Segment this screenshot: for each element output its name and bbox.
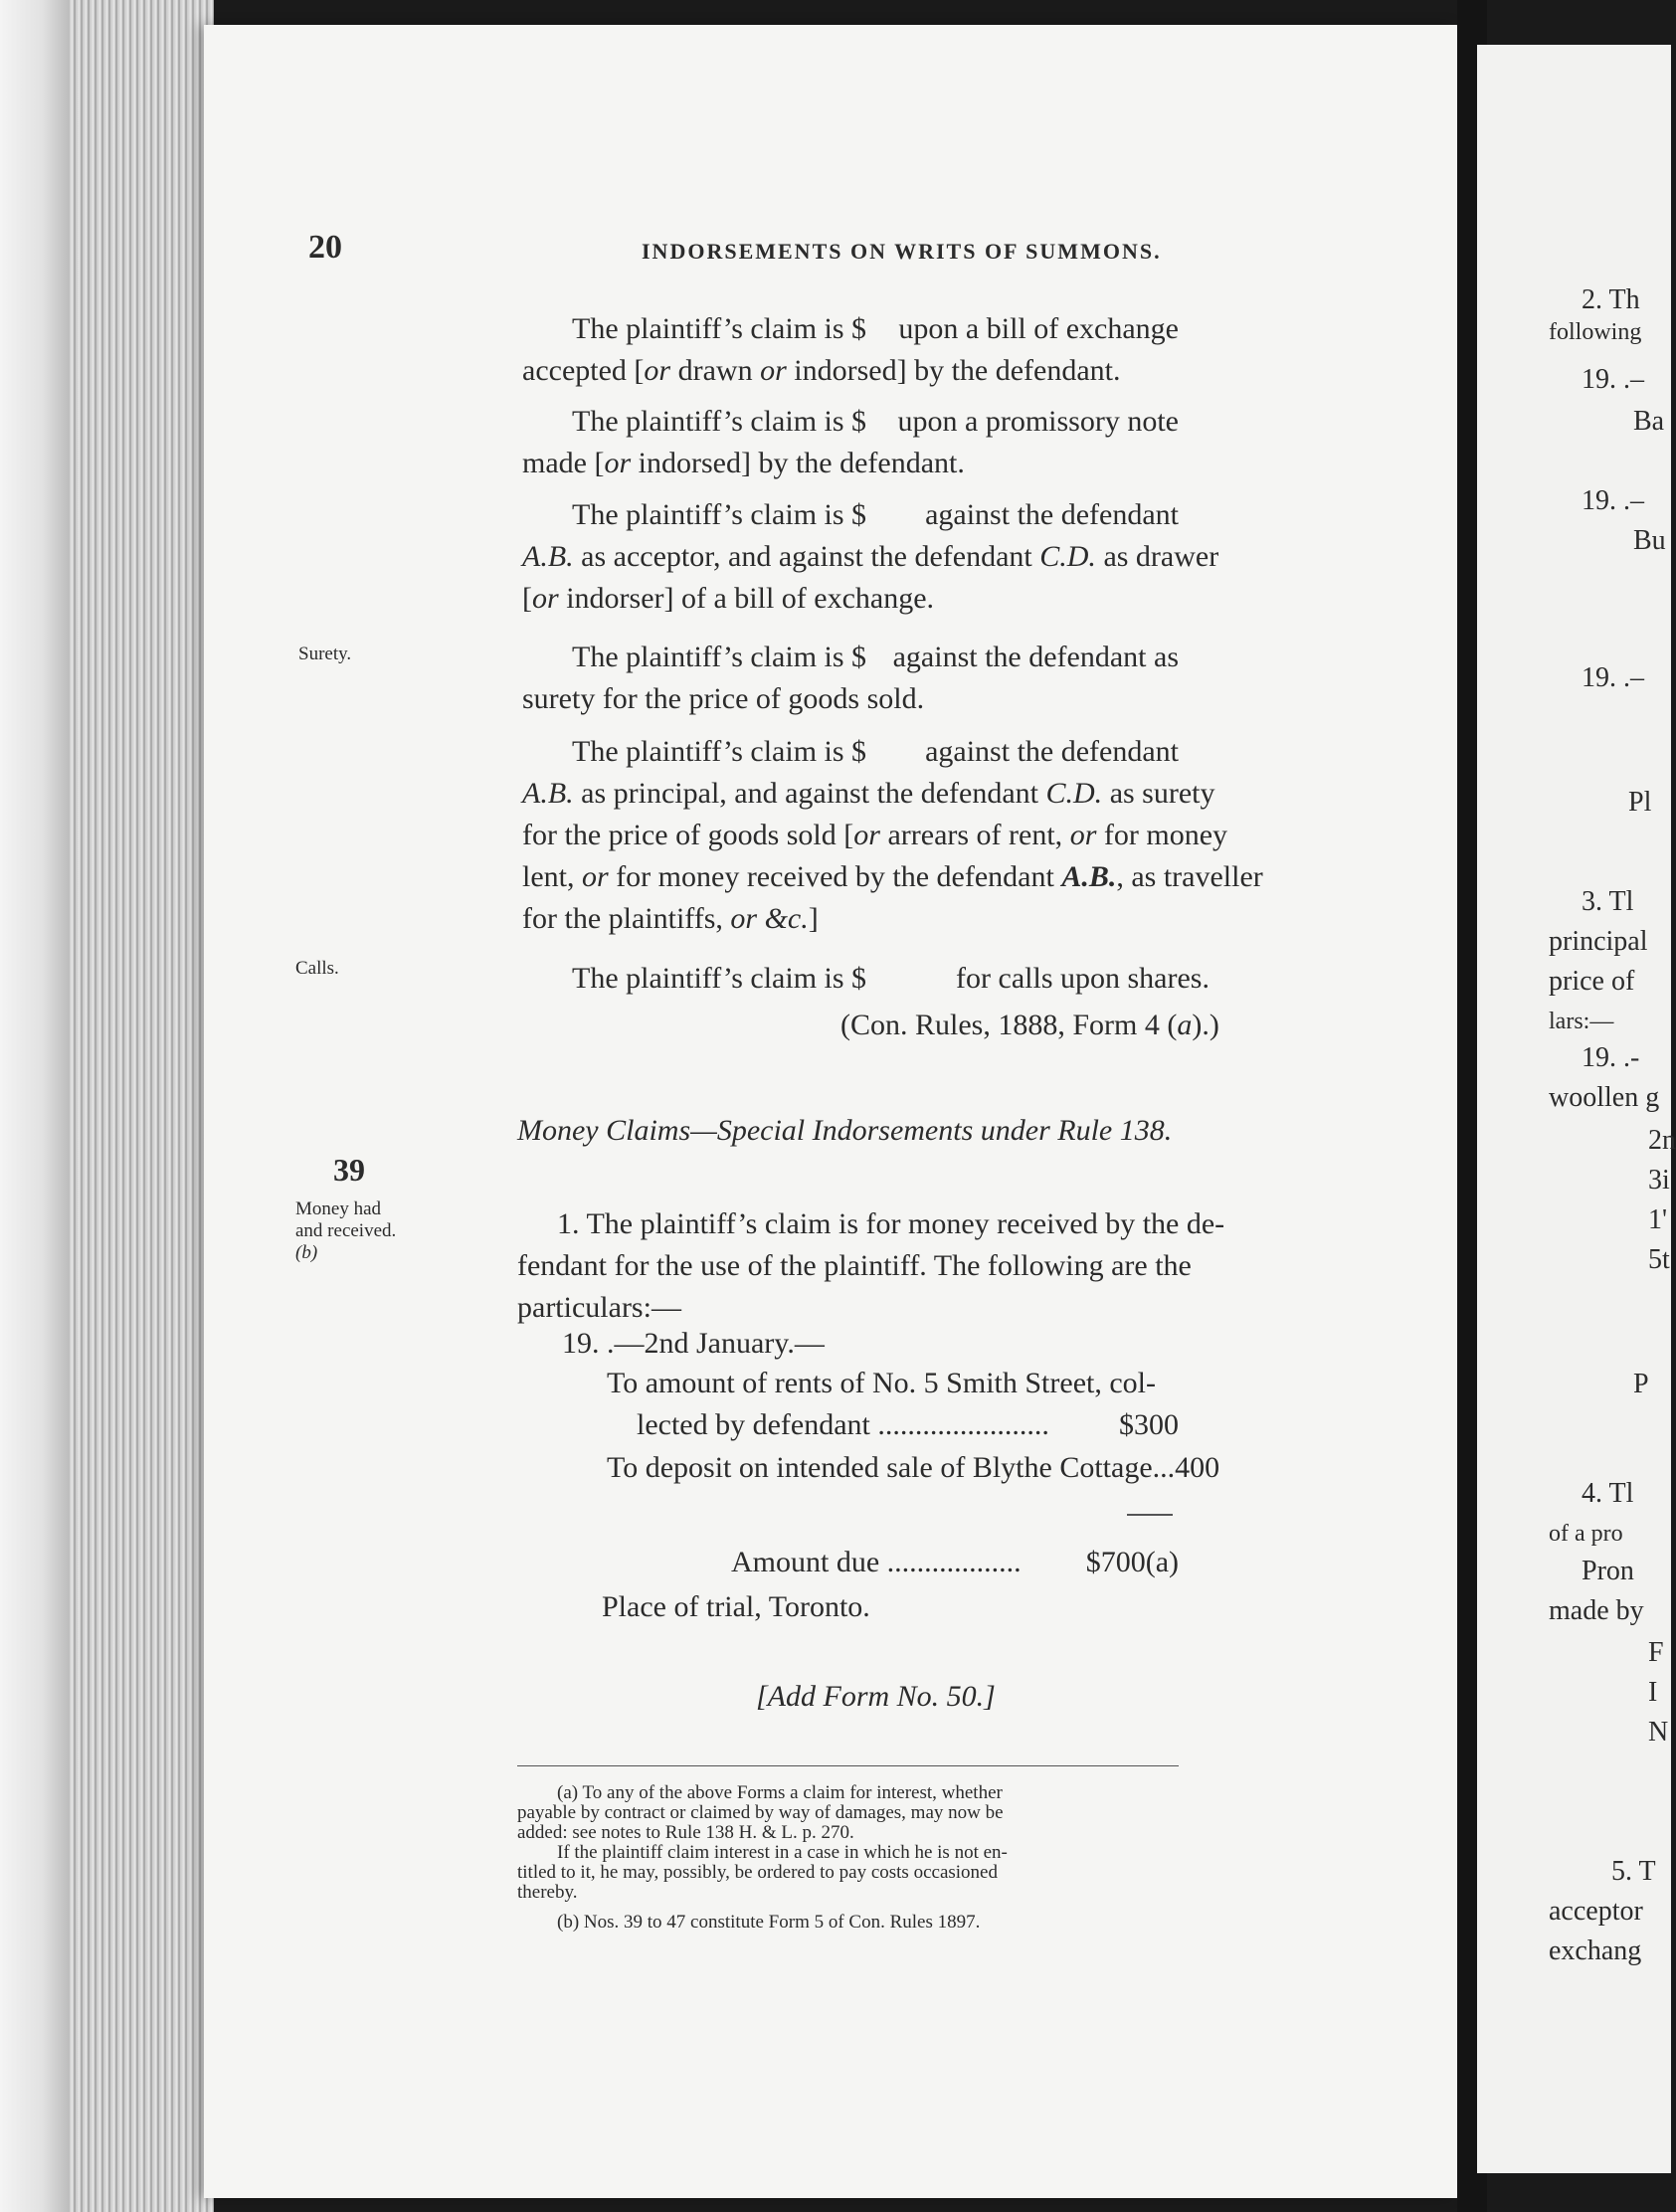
section-heading: Money Claims—Special Indorsements under Rule 138. (517, 1114, 1173, 1147)
margin-note-money: Money had and received. (b) (295, 1198, 397, 1263)
margin-note-calls: Calls. (295, 958, 339, 979)
amount-due: Amount due .................. $700(a) (731, 1546, 1179, 1578)
form-number: 39 (333, 1152, 365, 1188)
right-page-line: 19. .– (1582, 485, 1644, 516)
right-page-line: 5t (1648, 1244, 1670, 1275)
right-page-line: 5. T (1611, 1856, 1656, 1887)
place-of-trial: Place of trial, Toronto. (602, 1590, 870, 1623)
right-page-line: of a pro (1549, 1521, 1623, 1547)
right-page-line: woollen g (1549, 1082, 1660, 1113)
right-page-line: P (1633, 1369, 1649, 1399)
paragraph-bill-of-exchange: The plaintiff’s claim is $ upon a bill of exchange accepted [or drawn or indorsed] by the defendant. (522, 312, 1179, 387)
particulars-date: 19. .—2nd January.— (562, 1327, 825, 1360)
particulars-item-deposit: To deposit on intended sale of Blythe Cottage... 400 (607, 1451, 1220, 1484)
right-page-line: following (1549, 319, 1642, 345)
paragraph-promissory-note: The plaintiff’s claim is $ upon a promissory note made [or indorsed] by the defendant. (522, 405, 1179, 479)
right-page-line: N (1648, 1717, 1669, 1748)
right-page-line: Pl (1628, 787, 1652, 818)
right-page-line: F (1648, 1637, 1664, 1668)
footnote-b: (b) Nos. 39 to 47 constitute Form 5 of Con. Rules 1897. (557, 1912, 981, 1933)
right-page-line: 3i (1648, 1165, 1670, 1196)
right-page-line: 3. Tl (1582, 886, 1634, 917)
citation: (Con. Rules, 1888, Form 4 (a).) (840, 1009, 1219, 1041)
margin-note-surety: Surety. (298, 644, 352, 664)
footnote-a: (a) To any of the above Forms a claim for interest, whether payable by contract or claimed by way of damages, may now be added: see notes to Rule 138 H. & L. p. 270. If the plaintiff claim interest in a case in which he is not en- titled to it, he may, possibly, be ordered to pay costs occasioned thereby. (517, 1782, 1008, 1903)
right-page-line: 1' (1648, 1204, 1668, 1235)
footnote-rule (517, 1765, 1179, 1766)
right-page (1477, 45, 1676, 2173)
particulars-item-rents: To amount of rents of No. 5 Smith Street, col- lected by defendant ....................... $300 (607, 1367, 1179, 1441)
paragraph-calls: The plaintiff’s claim is $ for calls upon shares. (572, 962, 1210, 995)
right-page-line: principal (1549, 926, 1648, 957)
add-form-note: [Add Form No. 50.] (756, 1680, 996, 1713)
paragraph-surety: The plaintiff’s claim is $ against the defendant as surety for the price of goods sold. (522, 641, 1179, 715)
right-page-line: I (1648, 1677, 1658, 1708)
right-page-line: lars:— (1549, 1009, 1614, 1034)
right-page-line: Bu (1633, 525, 1666, 556)
running-title: INDORSEMENTS ON WRITS OF SUMMONS. (642, 239, 1162, 264)
right-page-line: 2. Th (1582, 284, 1640, 315)
right-page-line: exchang (1549, 1936, 1642, 1966)
right-page-line: price of (1549, 966, 1635, 997)
right-page-line: 4. Tl (1582, 1478, 1634, 1509)
right-page-line: Ba (1633, 406, 1665, 437)
right-page-line: 19. .- (1582, 1042, 1640, 1073)
total-rule (1127, 1514, 1173, 1516)
right-page-line: 19. .– (1582, 364, 1644, 395)
page-number: 20 (308, 229, 342, 266)
right-page-line: Pron (1582, 1556, 1634, 1586)
paragraph-acceptor-drawer: The plaintiff’s claim is $ against the defendant A.B. as acceptor, and against the defendant C.D. as drawer [or indorser] of a bill of exchange. (522, 498, 1219, 615)
right-page-line: made by (1549, 1595, 1644, 1626)
right-page-line: 19. .– (1582, 662, 1644, 693)
claim-money-received: 1. The plaintiff’s claim is for money received by the de- fendant for the use of the plaintiff. The following are the particulars:— (517, 1207, 1225, 1324)
right-page-line: acceptor (1549, 1896, 1643, 1927)
right-page-line: 2n (1648, 1125, 1676, 1156)
left-page (204, 25, 1457, 2198)
book-edge (0, 0, 214, 2212)
paragraph-principal-surety: The plaintiff’s claim is $ against the defendant A.B. as principal, and against the defendant C.D. as surety for the price of goods sold [or arrears of rent, or for money lent, or for money received by the defendant A.B., as traveller for the plaintiffs, or &c.] (522, 735, 1263, 935)
